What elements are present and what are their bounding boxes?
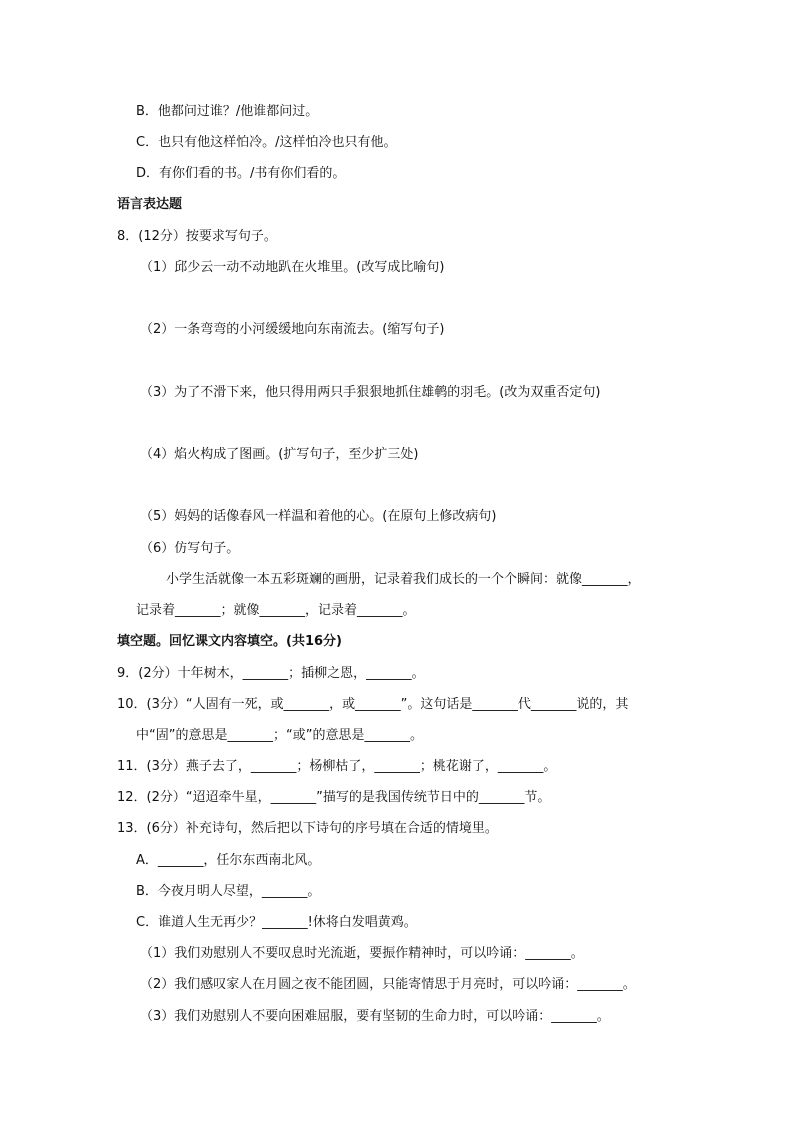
question-11: 11．(3分）燕子去了，_______；杨柳枯了，_______；桃花谢了，_______。: [117, 759, 557, 774]
question-13-situation-1: （1）我们劝慰别人不要叹息时光流逝，要振作精神时，可以吟诵：_______。: [140, 946, 584, 961]
question-13-option-a: A．_______，任尔东西南北风。: [136, 853, 321, 868]
question-13-situation-3: （3）我们劝慰别人不要向困难屈服，要有坚韧的生命力时，可以吟诵：_______。: [140, 1009, 610, 1024]
option-d: D．有你们看的书。/书有你们看的。: [136, 166, 346, 181]
question-10-line-1: 10．(3分）“人固有一死，或_______，或_______”。这句话是_______代_______说的，其: [117, 697, 629, 712]
question-8-item-2: （2）一条弯弯的小河缓缓地向东南流去。(缩写句子): [140, 322, 445, 337]
question-8-item-3: （3）为了不滑下来，他只得用两只手狠狠地抓住雄鹌的羽毛。(改为双重否定句): [140, 385, 601, 400]
question-8-imitate-line-2: 记录着_______；就像_______，记录着_______。: [136, 603, 416, 618]
question-13-option-b: B．今夜月明人尽望，_______。: [136, 884, 321, 899]
section-heading-language: 语言表达题: [117, 197, 183, 212]
question-10-line-2: 中“固”的意思是_______；“或”的意思是_______。: [136, 728, 423, 743]
question-12: 12．(2分）“迢迢牵牛星，_______”描写的是我国传统节日中的_______节。: [117, 790, 551, 805]
question-8-item-5: （5）妈妈的话像春风一样温和着他的心。(在原句上修改病句): [140, 509, 497, 524]
option-c: C．也只有他这样怕冷。/这样怕冷也只有他。: [136, 135, 397, 150]
section-heading-fill: 填空题。回忆课文内容填空。(共16分): [117, 634, 342, 649]
question-13-stem: 13．(6分）补充诗句，然后把以下诗句的序号填在合适的情境里。: [117, 821, 498, 836]
question-13-situation-2: （2）我们感叹家人在月圆之夜不能团圆，只能寄情思于月亮时，可以吟诵：_______。: [140, 977, 636, 992]
question-8-item-6: （6）仿写句子。: [140, 541, 240, 556]
question-8-imitate-line-1: 小学生活就像一本五彩斑斓的画册，记录着我们成长的一个个瞬间：就像_______，: [166, 572, 641, 587]
question-8-item-1: （1）邱少云一动不动地趴在火堆里。(改写成比喻句): [140, 260, 445, 275]
question-9: 9．(2分）十年树木，_______；插柳之恩，_______。: [117, 666, 425, 681]
question-8-item-4: （4）焰火构成了图画。(扩写句子，至少扩三处): [140, 447, 419, 462]
option-b: B．他都问过谁？/他谁都问过。: [136, 104, 319, 119]
question-8-stem: 8．(12分）按要求写句子。: [117, 229, 277, 244]
question-13-option-c: C．谁道人生无再少？_______!休将白发唱黄鸡。: [136, 915, 417, 930]
